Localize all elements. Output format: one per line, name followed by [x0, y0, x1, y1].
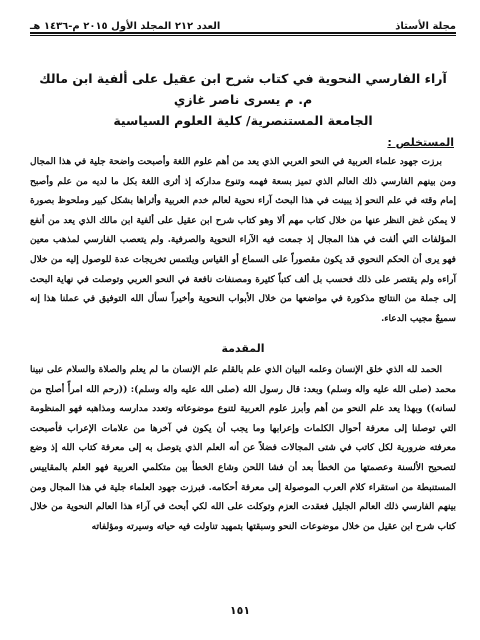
introduction-heading: المقدمة: [221, 342, 265, 355]
journal-name: مجلة الأستاذ: [395, 21, 456, 32]
title-block: [30, 68, 456, 131]
article-title: آراء الفارسي النحوية في كتاب شرح ابن عقيل على ألفية ابن مالك: [39, 71, 447, 86]
issue-info: العدد ٢١٢ المجلد الأول ٢٠١٥ م-١٤٣٦ هـ: [30, 21, 221, 32]
page-number: ١٥١: [229, 604, 251, 617]
header-rule: [30, 32, 456, 34]
abstract-heading: المستخلص :: [387, 136, 454, 149]
author-affiliation: الجامعة المستنصرية/ كلية العلوم السياسية: [113, 113, 373, 128]
header-rule-thin: [30, 35, 456, 36]
author-name: م. م يسرى ناصر غازي: [173, 92, 313, 107]
abstract-text: برزت جهود علماء العربية في النحو العربي الذي يعد من أهم علوم اللغة وأصبحت واضحة جلية في هذا المجال ومن بينهم الفارسي ذلك العالم الذي تميز بسعة فهمه وتنوع مداركه إذ أثرى اللغة بكل ما لديه من علم وأصبح إمام وقته في علم النحو إذ يبينت في هذا البحث آراء نحوية لعالم خدم العربية وأثراها بشكل كبير وملحوظ بصورة لا يمكن غض النظر عنها من خلال كتاب مهم ألا وهو كتاب شرح ابن عقيل على ألفية ابن مالك الذي يعد من أنفع المؤلفات التي ألفت في هذا المجال إذ جمعت فيه الآراء النحوية والصرفية. ولم يتعصب الفارسي لمذهب معين فهو يرى أن الحكم النحوي قد يكون مقصوراً على السماع أو القياس ويلتمس تخريجات عدة للوصول إليه من خلال آراءه ولم يقتصر على ذلك فحسب بل ألف كتباً كثيرة ومصنفات نافعة في النحو العربي وتوصلت في نهاية البحث إلى جملة من النتائج مذكورة في مواضعها من خلال الأبواب النحوية وأخيراً نسأل الله التوفيق في عملنا هذا إنه سميعٌ مجيب الدعاء.: [30, 156, 456, 324]
introduction-text: الحمد لله الذي خلق الإنسان وعلمه البيان الذي علم بالقلم علم الإنسان ما لم يعلم والصلاة والسلام على نبينا محمد (صلى الله عليه واله وسلم) وبعد: قال رسول الله (صلى الله عليه واله وسلم): ((رحم الله امرأً أصلح من لسانه)) وبهذا يعد علم النحو من أهم وأبرز علوم العربية لتنوع موضوعاته وتعدد مدارسه ومذاهبه فهو المنظومة التي توصلنا إلى معرفة أحوال الكلمات وإعرابها وما يجب أن يكون في آخرها من علامات الإعراب فأصبحت معرفته ضرورية لكل كاتب في شتى المجالات فضلاً عن أنه العلم الذي يتوصل به إلى معرفة كتاب الله إذ وضع لتصحيح الألسنة وعصمتها من الخطأ بعد أن فشا اللحن وشاع الخطأ بين متكلمي العربية فهو العلم بالمقاييس المستنبطة من استقراء كلام العرب الموصولة إلى معرفة أحكامه. فبرزت جهود العلماء جلية في هذا المجال ومن بينهم الفارسي ذلك العالم الجليل فعقدت العزم وتوكلت على الله لكي أبحث في آراء هذا العالم النحوية من خلال كتاب شرح ابن عقيل من خلال موضوعات النحو وسبقتها بتمهيد تناولت فيه حياته وسيرته ومؤلفاته: [30, 364, 456, 532]
running-header: [30, 10, 456, 32]
